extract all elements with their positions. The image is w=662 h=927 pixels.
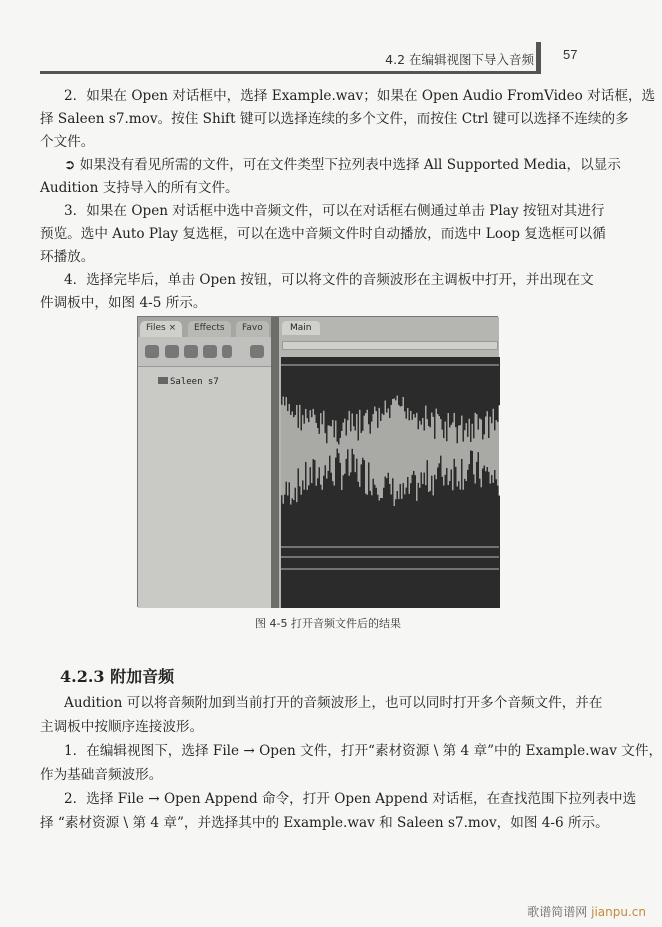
waveform-sample xyxy=(389,357,391,418)
waveform-sample xyxy=(494,357,496,430)
waveform-sample xyxy=(485,471,487,608)
waveform-sample xyxy=(311,483,313,608)
waveform-sample xyxy=(325,465,327,608)
waveform-sample xyxy=(467,470,469,608)
waveform-sample xyxy=(496,479,498,608)
waveform-sample xyxy=(328,471,330,608)
waveform-sample xyxy=(325,357,327,433)
waveform-sample xyxy=(389,484,391,608)
waveform-sample xyxy=(484,466,486,608)
header-bar xyxy=(536,42,541,74)
waveform-sample xyxy=(334,357,336,437)
waveform-sample xyxy=(368,463,370,608)
waveform-sample xyxy=(481,357,483,419)
waveform-sample xyxy=(428,492,430,608)
text-line: 环播放。 xyxy=(40,249,95,265)
audio-file-icon xyxy=(158,377,168,384)
waveform-sample xyxy=(470,450,472,608)
waveform-sample xyxy=(301,495,303,608)
waveform-sample xyxy=(350,472,352,608)
insert-multitrack-icon[interactable] xyxy=(184,345,198,358)
waveform-sample xyxy=(452,357,454,422)
waveform-sample xyxy=(488,472,490,608)
waveform-sample xyxy=(463,490,465,608)
waveform-sample xyxy=(302,357,304,415)
waveform-sample xyxy=(322,357,324,424)
waveform-sample xyxy=(455,467,457,608)
waveform-sample xyxy=(437,357,439,414)
waveform-sample xyxy=(298,357,300,428)
text-line: ➲ 如果没有看见所需的文件，可在文件类型下拉列表中选择 All Supported Media，以显示 xyxy=(64,157,621,173)
waveform-sample xyxy=(335,458,337,608)
waveform-sample xyxy=(491,357,493,423)
waveform-sample xyxy=(289,357,291,404)
waveform-sample xyxy=(440,456,442,608)
text-line: Audition 支持导入的所有文件。 xyxy=(40,180,239,196)
waveform-sample xyxy=(398,499,400,608)
waveform-sample xyxy=(326,479,328,608)
file-item[interactable]: Saleen s7 xyxy=(158,377,219,387)
waveform-sample xyxy=(422,357,424,418)
waveform-sample xyxy=(362,458,364,608)
waveform-sample xyxy=(392,478,394,608)
waveform-sample xyxy=(479,479,481,608)
waveform-sample xyxy=(394,357,396,398)
waveform-sample xyxy=(299,357,301,405)
files-panel xyxy=(138,317,271,608)
waveform-sample xyxy=(380,357,382,421)
waveform-sample xyxy=(401,357,403,406)
waveform-sample xyxy=(370,491,372,608)
waveform-sample xyxy=(310,467,312,608)
tab-favorites[interactable]: Favo xyxy=(236,321,269,337)
waveform-sample xyxy=(434,357,436,439)
waveform-display[interactable] xyxy=(281,357,499,608)
waveform-sample xyxy=(404,494,406,608)
waveform-sample xyxy=(326,357,328,443)
waveform-sample xyxy=(398,357,400,405)
waveform-sample xyxy=(457,357,459,443)
waveform-sample xyxy=(481,487,483,608)
waveform-sample xyxy=(368,357,370,424)
waveform-sample xyxy=(296,502,298,608)
waveform-sample xyxy=(433,495,435,608)
waveform-sample xyxy=(340,463,342,608)
waveform-sample xyxy=(449,357,451,427)
waveform-sample xyxy=(314,460,316,608)
waveform-sample xyxy=(460,357,462,425)
waveform-sample xyxy=(490,357,492,417)
waveform-sample xyxy=(479,357,481,418)
waveform-sample xyxy=(403,357,405,397)
text-line: 4．选择完毕后，单击 Open 按钮，可以将文件的音频波形在主调板中打开，并出现在文 xyxy=(64,272,594,288)
text-line: 作为基础音频波形。 xyxy=(40,767,163,783)
waveform-sample xyxy=(430,357,432,427)
waveform-sample xyxy=(427,460,429,608)
waveform-sample xyxy=(328,357,330,425)
waveform-sample xyxy=(401,499,403,608)
waveform-sample xyxy=(335,357,337,420)
waveform-sample xyxy=(331,473,333,608)
waveform-sample xyxy=(329,357,331,426)
waveform-sample xyxy=(289,482,291,608)
waveform-sample xyxy=(391,357,393,405)
waveform-sample xyxy=(338,453,340,608)
waveform-sample xyxy=(344,474,346,608)
waveform-sample xyxy=(365,494,367,608)
waveform-sample xyxy=(380,498,382,608)
waveform-sample xyxy=(413,357,415,414)
waveform-sample xyxy=(281,495,283,608)
text-line: 3．如果在 Open 对话框中选中音频文件，可以在对话框右侧通过单击 Play 按钮对其进行 xyxy=(64,203,605,219)
text-line: 件调板中，如图 4-5 所示。 xyxy=(40,295,207,311)
waveform-sample xyxy=(410,483,412,608)
waveform-sample xyxy=(466,481,468,608)
waveform-sample xyxy=(409,357,411,420)
running-header: 4.2 在编辑视图下导入音频 xyxy=(385,52,534,67)
waveform-sample xyxy=(478,452,480,608)
waveform-sample xyxy=(427,357,429,419)
waveform-sample xyxy=(344,357,346,419)
waveform-sample xyxy=(455,357,457,427)
waveform-sample xyxy=(307,357,309,418)
waveform-sample xyxy=(487,467,489,608)
tab-files[interactable]: Files × xyxy=(140,321,182,337)
waveform-sample xyxy=(293,357,295,417)
waveform-sample xyxy=(467,357,469,437)
waveform-sample xyxy=(367,495,369,608)
waveform-sample xyxy=(292,498,294,608)
waveform-sample xyxy=(400,484,402,608)
section-heading: 4.2.3 附加音频 xyxy=(60,667,175,686)
waveform-sample xyxy=(346,357,348,435)
figure-screenshot xyxy=(137,316,498,607)
waveform-sample xyxy=(322,490,324,608)
waveform-sample xyxy=(472,357,474,424)
waveform-sample xyxy=(383,488,385,608)
waveform-sample xyxy=(391,495,393,608)
waveform-sample xyxy=(469,357,471,419)
waveform-sample xyxy=(350,357,352,431)
waveform-sample xyxy=(343,357,345,423)
waveform-sample xyxy=(386,478,388,608)
waveform-sample xyxy=(475,483,477,608)
waveform-sample xyxy=(469,464,471,608)
waveform-sample xyxy=(415,357,417,418)
waveform-sample xyxy=(485,357,487,417)
waveform-sample xyxy=(305,462,307,608)
waveform-sample xyxy=(313,459,315,608)
waveform-sample xyxy=(317,357,319,428)
waveform-sample xyxy=(430,491,432,608)
waveform-sample xyxy=(295,357,297,415)
waveform-sample xyxy=(433,357,435,417)
waveform-sample xyxy=(397,491,399,608)
text-line: 预览。选中 Auto Play 复选框，可以在选中音频文件时自动播放，而选中 Loop 复选框可以循 xyxy=(40,226,606,242)
import-icon[interactable] xyxy=(145,345,159,358)
waveform-sample xyxy=(464,479,466,608)
waveform-sample xyxy=(416,501,418,608)
play-icon[interactable] xyxy=(222,345,232,358)
waveform-sample xyxy=(424,357,426,431)
waveform-sample xyxy=(343,475,345,608)
waveform-sample xyxy=(304,357,306,424)
waveform-sample xyxy=(371,357,373,422)
waveform-sample xyxy=(290,505,292,608)
waveform-sample xyxy=(443,357,445,438)
waveform-sample xyxy=(473,357,475,438)
waveform-sample xyxy=(499,496,501,608)
waveform-sample xyxy=(418,357,420,429)
waveform-sample xyxy=(419,488,421,608)
waveform-sample xyxy=(362,357,364,431)
waveform-sample xyxy=(415,475,417,608)
text-line: 个文件。 xyxy=(40,134,95,150)
waveform-sample xyxy=(347,449,349,608)
waveform-sample xyxy=(311,357,313,417)
waveform-sample xyxy=(307,490,309,608)
waveform-sample xyxy=(470,357,472,442)
waveform-sample xyxy=(473,474,475,608)
waveform-sample xyxy=(361,464,363,608)
waveform-sample xyxy=(476,357,478,414)
waveform-sample xyxy=(385,357,387,401)
watermark: 歌谱简谱网 jianpu.cn xyxy=(527,905,646,919)
waveform-sample xyxy=(439,357,441,416)
waveform-sample xyxy=(355,357,357,431)
waveform-sample xyxy=(376,488,378,608)
waveform-sample xyxy=(461,357,463,416)
waveform-sample xyxy=(494,470,496,608)
waveform-sample xyxy=(409,494,411,608)
panel-divider[interactable] xyxy=(271,317,279,608)
waveform-sample xyxy=(293,500,295,608)
waveform-sample xyxy=(451,469,453,608)
waveform-sample xyxy=(287,495,289,608)
page-number: 57 xyxy=(563,47,578,62)
waveform-sample xyxy=(418,483,420,608)
waveform-sample xyxy=(400,357,402,407)
waveform-sample xyxy=(364,460,366,608)
close-file-icon[interactable] xyxy=(165,345,179,358)
waveform-sample xyxy=(308,357,310,422)
waveform-sample xyxy=(383,357,385,415)
waveform-sample xyxy=(406,357,408,419)
waveform-sample xyxy=(458,357,460,426)
zoom-navigator-bar[interactable] xyxy=(282,341,498,350)
waveform-sample xyxy=(463,357,465,442)
waveform-sample xyxy=(347,357,349,420)
waveform-sample xyxy=(377,495,379,608)
waveform-sample xyxy=(295,488,297,608)
waveform-sample xyxy=(361,357,363,433)
figure-caption: 图 4-5 打开音频文件后的结果 xyxy=(255,617,401,630)
waveform-sample xyxy=(346,459,348,608)
waveform-sample xyxy=(355,472,357,608)
waveform-sample xyxy=(340,357,342,438)
waveform-sample xyxy=(476,462,478,608)
waveform-sample xyxy=(356,459,358,608)
waveform-sample xyxy=(442,357,444,430)
waveform-sample xyxy=(439,463,441,608)
waveform-sample xyxy=(496,357,498,420)
waveform-sample xyxy=(422,484,424,608)
text-line: 择 “素材资源 \ 第 4 章”，并选择其中的 Example.wav 和 Saleen s7.mov，如图 4-6 所示。 xyxy=(40,815,609,831)
text-line: Audition 可以将音频附加到当前打开的音频波形上，也可以同时打开多个音频文件，并在 xyxy=(64,695,603,711)
waveform-sample xyxy=(358,357,360,440)
waveform-sample xyxy=(337,449,339,608)
waveform-sample xyxy=(385,476,387,608)
waveform-sample xyxy=(407,477,409,608)
waveform-sample xyxy=(488,357,490,438)
waveform-sample xyxy=(382,498,384,608)
waveform-sample xyxy=(373,357,375,414)
waveform-sample xyxy=(421,472,423,608)
waveform-sample xyxy=(454,459,456,608)
waveform-sample xyxy=(323,476,325,608)
waveform-sample xyxy=(349,476,351,608)
waveform-sample xyxy=(284,357,286,405)
waveform-sample xyxy=(461,459,463,608)
waveform-sample xyxy=(296,357,298,405)
waveform-sample xyxy=(397,357,399,396)
tab-main[interactable]: Main xyxy=(282,321,320,335)
waveform-sample xyxy=(290,357,292,415)
show-properties-icon[interactable] xyxy=(250,345,264,358)
text-line: 2．选择 File → Open Append 命令，打开 Open Append 对话框，在查找范围下拉列表中选 xyxy=(64,791,637,807)
waveform-sample xyxy=(319,467,321,608)
waveform-sample xyxy=(428,357,430,426)
waveform-sample xyxy=(331,357,333,426)
waveform-sample xyxy=(458,481,460,608)
waveform-sample xyxy=(392,357,394,399)
waveform-sample xyxy=(337,357,339,442)
waveform-sample xyxy=(281,357,283,405)
waveform-sample xyxy=(283,504,285,608)
waveform-sample xyxy=(301,357,303,430)
text-line: 1．在编辑视图下，选择 File → Open 文件，打开“素材资源 \ 第 4 章”中的 Example.wav 文件， xyxy=(64,743,662,759)
waveform-sample xyxy=(283,357,285,397)
waveform-sample xyxy=(319,357,321,434)
waveform-sample xyxy=(464,357,466,430)
waveform-sample xyxy=(364,357,366,416)
waveform-sample xyxy=(320,485,322,608)
waveform-sample xyxy=(445,475,447,608)
main-panel xyxy=(279,317,499,608)
waveform-sample xyxy=(403,483,405,608)
waveform-sample xyxy=(499,357,501,405)
waveform-sample xyxy=(482,469,484,608)
waveform-sample xyxy=(437,467,439,608)
waveform-sample xyxy=(353,454,355,608)
waveform-sample xyxy=(482,357,484,439)
waveform-sample xyxy=(358,482,360,608)
waveform-sample xyxy=(412,475,414,608)
waveform-sample xyxy=(286,482,288,608)
waveform-sample xyxy=(379,501,381,608)
waveform-sample xyxy=(284,495,286,608)
waveform-sample xyxy=(446,468,448,608)
waveform-sample xyxy=(332,357,334,420)
waveform-sample xyxy=(377,357,379,428)
tab-effects[interactable]: Effects xyxy=(188,321,231,337)
waveform-sample xyxy=(412,357,414,420)
waveform-sample xyxy=(332,481,334,608)
waveform-sample xyxy=(388,473,390,608)
waveform-sample xyxy=(352,449,354,608)
files-toolbar xyxy=(138,337,271,367)
waveform-sample xyxy=(452,490,454,608)
waveform-sample xyxy=(413,471,415,608)
waveform-sample xyxy=(440,357,442,419)
text-line: 择 Saleen s7.mov。按住 Shift 键可以选择连续的多个文件，而按住 Ctrl 键可以选择不连续的多 xyxy=(40,111,629,127)
waveform-sample xyxy=(436,479,438,608)
waveform-sample xyxy=(356,357,358,414)
waveform-sample xyxy=(302,480,304,608)
text-line: 2．如果在 Open 对话框中，选择 Example.wav；如果在 Open Audio FromVideo 对话框，选 xyxy=(64,88,656,104)
waveform-sample xyxy=(341,490,343,608)
waveform-sample xyxy=(371,495,373,608)
waveform-sample xyxy=(451,357,453,425)
waveform-sample xyxy=(460,490,462,608)
waveform-sample xyxy=(395,499,397,608)
header-rule xyxy=(40,71,540,74)
waveform-sample xyxy=(424,473,426,608)
text-line: 主调板中按顺序连接波形。 xyxy=(40,719,204,735)
waveform-sample xyxy=(329,456,331,608)
waveform-sample xyxy=(406,488,408,608)
waveform-sample xyxy=(490,484,492,608)
waveform-sample xyxy=(286,357,288,397)
waveform-sample xyxy=(478,357,480,430)
waveform-sample xyxy=(449,481,451,608)
waveform-sample xyxy=(419,357,421,421)
waveform-sample xyxy=(341,357,343,431)
waveform-sample xyxy=(314,357,316,415)
waveform-sample xyxy=(374,357,376,407)
waveform-sample xyxy=(446,357,448,441)
waveform-sample xyxy=(445,357,447,422)
waveform-sample xyxy=(425,357,427,405)
waveform-sample xyxy=(434,475,436,608)
waveform-sample xyxy=(374,485,376,608)
waveform-sample xyxy=(370,357,372,434)
waveform-sample xyxy=(466,357,468,423)
waveform-sample xyxy=(442,477,444,608)
waveform-sample xyxy=(491,475,493,608)
waveform-sample xyxy=(373,479,375,608)
waveform-sample xyxy=(353,357,355,426)
waveform-sample xyxy=(493,483,495,608)
waveform-sample xyxy=(395,357,397,400)
waveform-sample xyxy=(472,451,474,608)
waveform-sample xyxy=(497,357,499,422)
waveform-sample xyxy=(298,468,300,608)
waveform-sample xyxy=(304,490,306,608)
waveform-sample xyxy=(317,478,319,608)
waveform-sample xyxy=(431,476,433,608)
panel-tabs xyxy=(138,317,271,337)
waveform-sample xyxy=(421,357,423,425)
waveform-sample xyxy=(316,357,318,423)
insert-cd-icon[interactable] xyxy=(203,345,217,358)
waveform-sample xyxy=(484,357,486,434)
waveform-sample xyxy=(338,357,340,444)
